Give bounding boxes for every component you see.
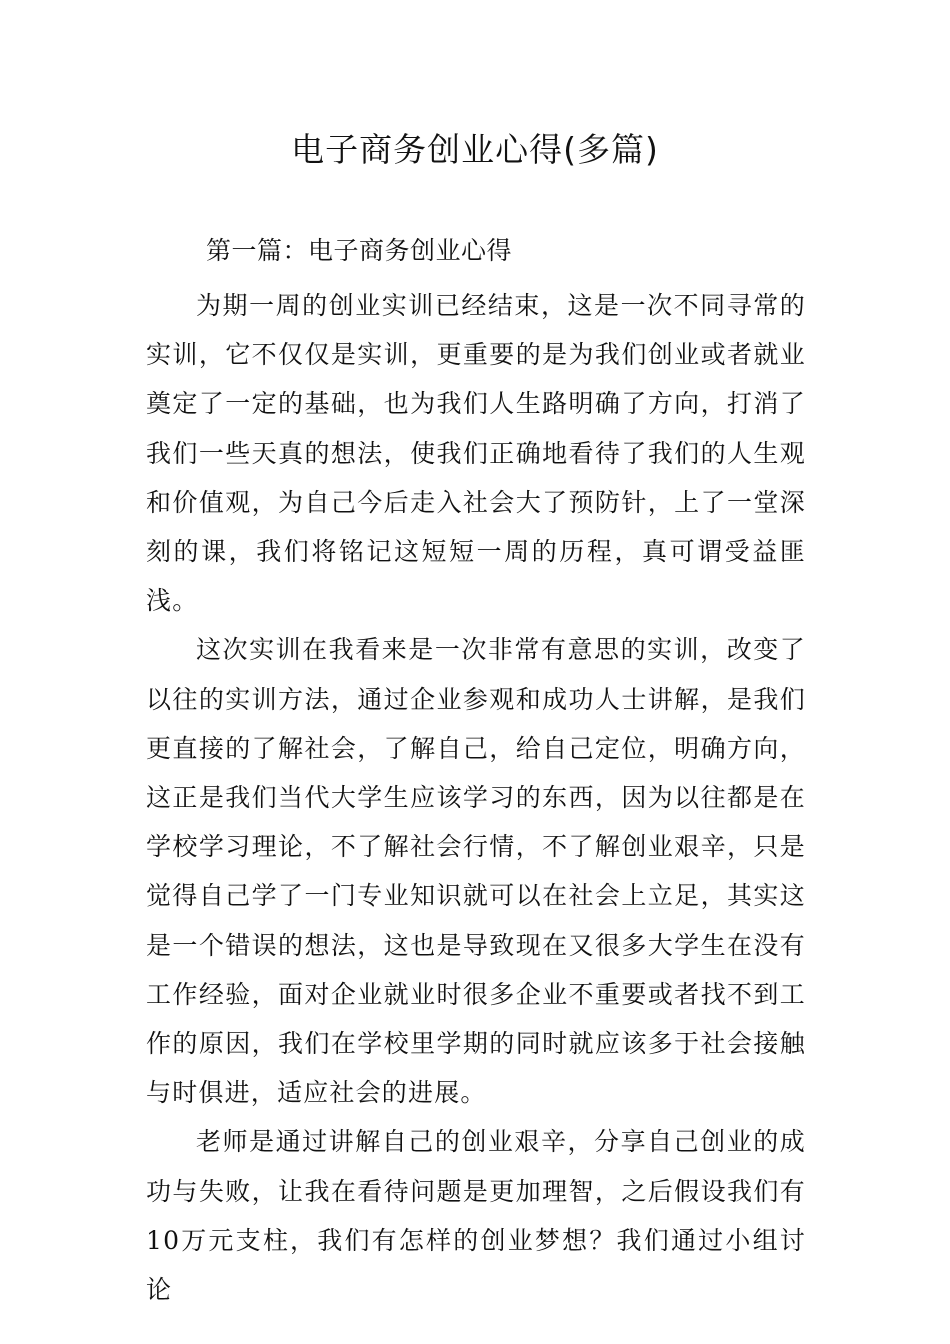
paragraph-1: 为期一周的创业实训已经结束，这是一次不同寻常的实训，它不仅仅是实训，更重要的是为我们创业或者就业奠定了一定的基础，也为我们人生路明确了方向，打消了我们一些天真的想法，使我们正确地看待了我们的人生观和价值观，为自己今后走入社会大了预防针，上了一堂深刻的课，我们将铭记这短短一周的历程，真可谓受益匪浅。 xyxy=(146,291,806,616)
paragraph-3: 老师是通过讲解自己的创业艰辛，分享自己创业的成功与失败，让我在看待问题是更加理智，之后假设我们有10万元支柱，我们有怎样的创业梦想？我们通过小组讨论 xyxy=(146,1127,806,1305)
document-body xyxy=(146,281,806,1314)
document-title: 电子商务创业心得(多篇) xyxy=(291,130,659,169)
section-heading: 第一篇：电子商务创业心得 xyxy=(206,236,513,265)
paragraph-2: 这次实训在我看来是一次非常有意思的实训，改变了以往的实训方法，通过企业参观和成功人士讲解，是我们更直接的了解社会，了解自己，给自己定位，明确方向，这正是我们当代大学生应该学习的东西，因为以往都是在学校学习理论，不了解社会行情，不了解创业艰辛，只是觉得自己学了一门专业知识就可以在社会上立足，其实这是一个错误的想法，这也是导致现在又很多大学生在没有工作经验，面对企业就业时很多企业不重要或者找不到工作的原因，我们在学校里学期的同时就应该多于社会接触与时俱进，适应社会的进展。 xyxy=(146,635,806,1108)
